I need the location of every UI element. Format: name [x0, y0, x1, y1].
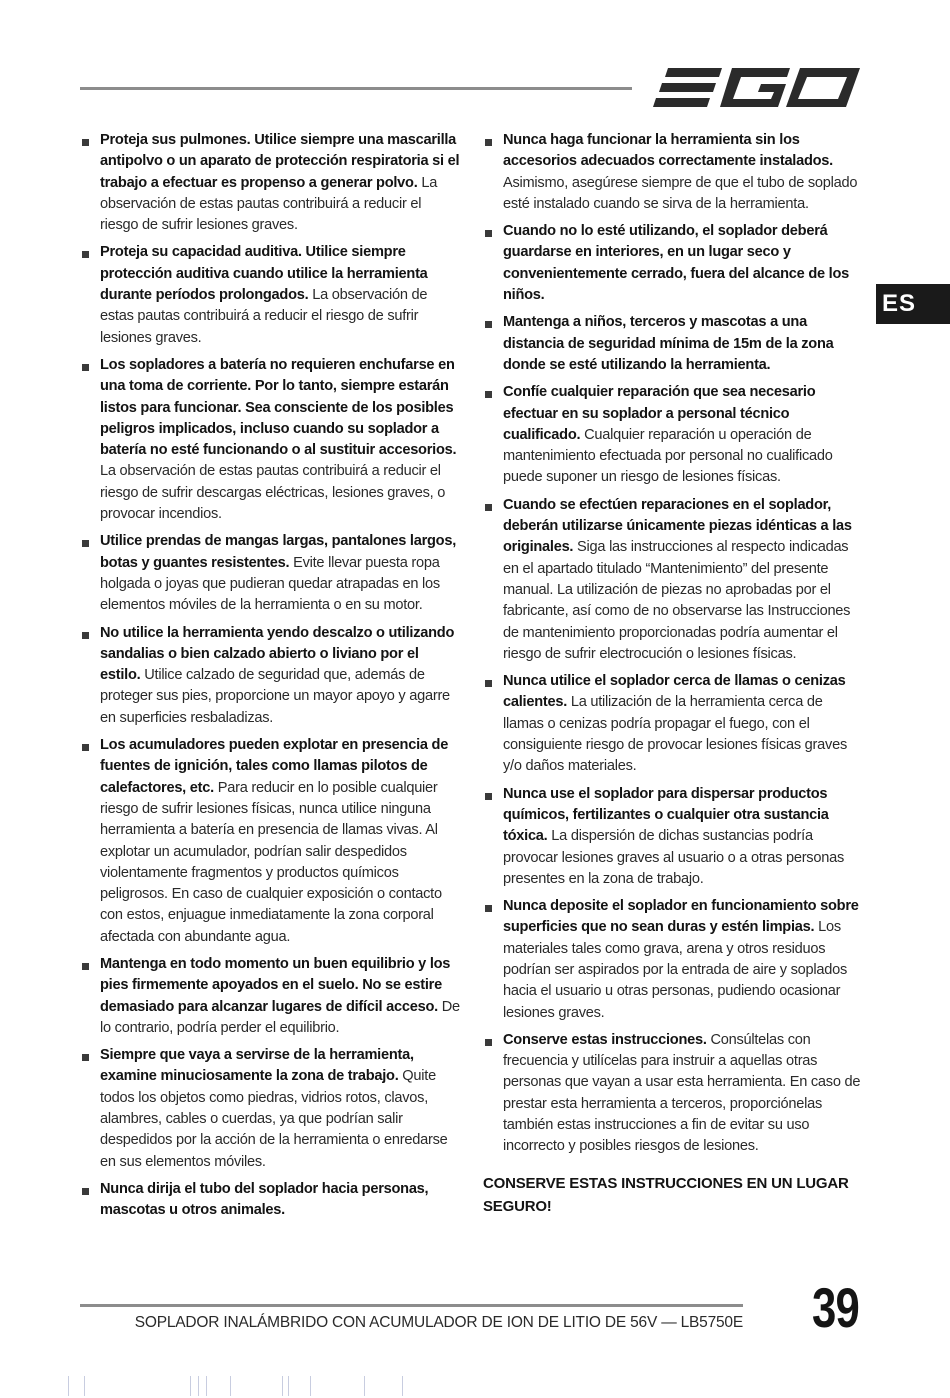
- safety-item: [80, 242, 462, 348]
- safety-item: [483, 382, 861, 488]
- safety-item-body: Siga las instrucciones al respecto indicadas en el apartado titulado “Mantenimiento” del presente manual. La utilización de piezas no aprobadas por el fabricante, así como de no observarse las Instrucciones de mantenimiento proporcionadas podría aumentar el riesgo de sufrir electrocución o lesiones físicas.: [503, 539, 851, 662]
- safety-item: [483, 784, 861, 890]
- safety-item: [80, 954, 462, 1039]
- safety-item-body: La observación de estas pautas contribuirá a reducir el riesgo de sufrir descargas eléctricas, lesiones graves, o provocar incendios.: [100, 463, 446, 523]
- safety-item: [80, 355, 462, 525]
- safety-item-body: La dispersión de dichas sustancias podría provocar lesiones graves al usuario o a otras personas presentes en la zona de trabajo.: [503, 828, 844, 887]
- safety-item-heading: Nunca use el soplador para dispersar productos químicos, fertilizantes o cualquier otra sustancia tóxica.: [503, 785, 829, 845]
- safety-item-body: Para reducir en lo posible cualquier riesgo de sufrir lesiones físicas, nunca utilice ninguna herramienta a batería en presencia de llamas vivas. Al explotar un acumulador, podrían salir despedidos violentamente fragmentos y productos químicos peligrosos. En caso de cualquier exposición o contacto con estos, enjuague inmediatamente la zona corporal afectada con abundante agua.: [100, 779, 442, 945]
- safety-item-heading: Mantenga a niños, terceros y mascotas a una distancia de seguridad mínima de 15m de la zona donde se esté utilizando la herramienta.: [503, 314, 834, 373]
- safety-item: [80, 1045, 462, 1173]
- safety-item: [483, 896, 861, 1024]
- safety-item-body: La observación de estas pautas contribuirá a reducir el riesgo de sufrir lesiones graves.: [100, 174, 438, 234]
- safety-item: [483, 1030, 861, 1158]
- safety-item-heading: Nunca utilice el soplador cerca de llamas o cenizas calientes.: [503, 673, 846, 711]
- safety-item: [80, 623, 462, 729]
- safety-item: [483, 221, 861, 306]
- safety-item-heading: Nunca deposite el soplador en funcionamiento sobre superficies que no sean duras y estén limpias.: [503, 898, 859, 936]
- safety-item: [483, 671, 861, 777]
- left-column: [80, 130, 462, 1228]
- safety-item: [483, 312, 861, 376]
- safety-item-body: La observación de estas pautas contribuirá a reducir el riesgo de sufrir lesiones graves.: [100, 287, 428, 346]
- right-column: [483, 130, 861, 1218]
- safety-item-body: Evite llevar puesta ropa holgada o joyas que pudieran quedar atrapadas en los elementos móviles de la herramienta o en su motor.: [100, 554, 440, 614]
- safety-item-body: Asimismo, asegúrese siempre de que el tubo de soplado esté instalado cuando se sirva de la herramienta.: [503, 174, 858, 212]
- safety-item: [80, 1179, 462, 1222]
- safety-item-heading: Nunca haga funcionar la herramienta sin los accesorios adecuados correctamente instalados.: [503, 132, 833, 170]
- safety-item-heading: Siempre que vaya a servirse de la herramienta, examine minuciosamente la zona de trabajo.: [100, 1047, 414, 1085]
- footer-rule: [80, 1304, 743, 1307]
- safety-item-body: Consúltelas con frecuencia y utilícelas para instruir a aquellas otras personas que vayan a usar esta herramienta. En caso de prestar esta herramienta a terceros, proporciónelas también estas instrucciones a fin de evitar su uso incorrecto y posibles riesgos de lesiones.: [503, 1031, 861, 1155]
- safety-item-heading: Nunca dirija el tubo del soplador hacia personas, mascotas u otros animales.: [100, 1180, 429, 1219]
- language-tab: ES: [876, 284, 950, 324]
- safety-item-heading: Cuando no lo esté utilizando, el soplador deberá guardarse en interiores, en un lugar seco y convenientemente cerrado, fuera del alcance de los niños.: [503, 223, 849, 304]
- safety-item-heading: Confíe cualquier reparación que sea necesario efectuar en su soplador a personal técnico cualificado.: [503, 384, 816, 443]
- safety-item: [483, 495, 861, 665]
- safety-item-heading: No utilice la herramienta yendo descalzo o utilizando sandalias o bien calzado abierto o liviano por el estilo.: [100, 624, 455, 684]
- safety-item-body: Los materiales tales como grava, arena y otros residuos podrían ser aspirados por la entrada de aire y soplados hacia el usuario u otras personas, pudiendo ocasionar lesiones graves.: [503, 919, 848, 1021]
- safety-item-heading: Utilice prendas de mangas largas, pantalones largos, botas y guantes resistentes.: [100, 533, 457, 571]
- safety-item-heading: Proteja sus pulmones. Utilice siempre una mascarilla antipolvo o un aparato de protección respiratoria si el trabajo a efectuar es propenso a generar polvo.: [100, 132, 460, 191]
- safety-item-body: Utilice calzado de seguridad que, además de proteger sus pies, proporcione un mayor apoyo y agarre en superficies resbaladizas.: [100, 667, 450, 726]
- safety-item-heading: Mantenga en todo momento un buen equilibrio y los pies firmemente apoyados en el suelo. No se estire demasiado para alcanzar lugares de difícil acceso.: [100, 955, 451, 1015]
- safety-item-heading: Los sopladores a batería no requieren enchufarse en una toma de corriente. Por lo tanto, siempre estarán listos para funcionar. Sea consciente de los posibles peligros implicados, incluso cuando su soplador a batería no esté funcionando o al sustituir accesorios.: [100, 356, 457, 459]
- safety-list-right: [483, 130, 861, 1158]
- safety-item-body: La utilización de la herramienta cerca de llamas o cenizas podría propagar el fuego, con el consiguiente riesgo de provocar lesiones físicas graves y/o daños materiales.: [503, 694, 847, 775]
- scan-marks: [60, 1376, 460, 1398]
- ego-logo: [650, 62, 862, 114]
- safety-item-heading: Cuando se efectúen reparaciones en el soplador, deberán utilizarse únicamente piezas idénticas a las originales.: [503, 496, 852, 556]
- final-note: CONSERVE ESTAS INSTRUCCIONES EN UN LUGAR SEGURO!: [483, 1174, 849, 1215]
- safety-item-heading: Los acumuladores pueden explotar en presencia de fuentes de ignición, tales como llamas pilotos de calefactores, etc.: [100, 737, 449, 796]
- safety-item: [80, 130, 462, 236]
- safety-item-heading: Conserve estas instrucciones.: [503, 1031, 707, 1048]
- safety-item-heading: Proteja su capacidad auditiva. Utilice siempre protección auditiva cuando utilice la herramienta durante períodos prolongados.: [100, 244, 428, 304]
- safety-item-body: Cualquier reparación u operación de mantenimiento efectuada por personal no cualificado puede suponer un riesgo de lesiones físicas.: [503, 426, 833, 486]
- safety-item: [80, 531, 462, 616]
- footer-title: SOPLADOR INALÁMBRIDO CON ACUMULADOR DE ION DE LITIO DE 56V — LB5750E: [134, 1314, 743, 1331]
- page-number: 39: [812, 1276, 860, 1339]
- safety-item-body: Quite todos los objetos como piedras, vidrios rotos, clavos, alambres, cables o cuerdas, ya que podrían salir despedidos por la acción de la herramienta o enredarse en sus elementos móviles.: [100, 1068, 448, 1170]
- safety-list-left: [80, 130, 462, 1222]
- safety-item-body: De lo contrario, podría perder el equilibrio.: [100, 998, 460, 1036]
- header-rule: [80, 87, 632, 90]
- safety-item: [80, 735, 462, 948]
- safety-item: [483, 130, 861, 215]
